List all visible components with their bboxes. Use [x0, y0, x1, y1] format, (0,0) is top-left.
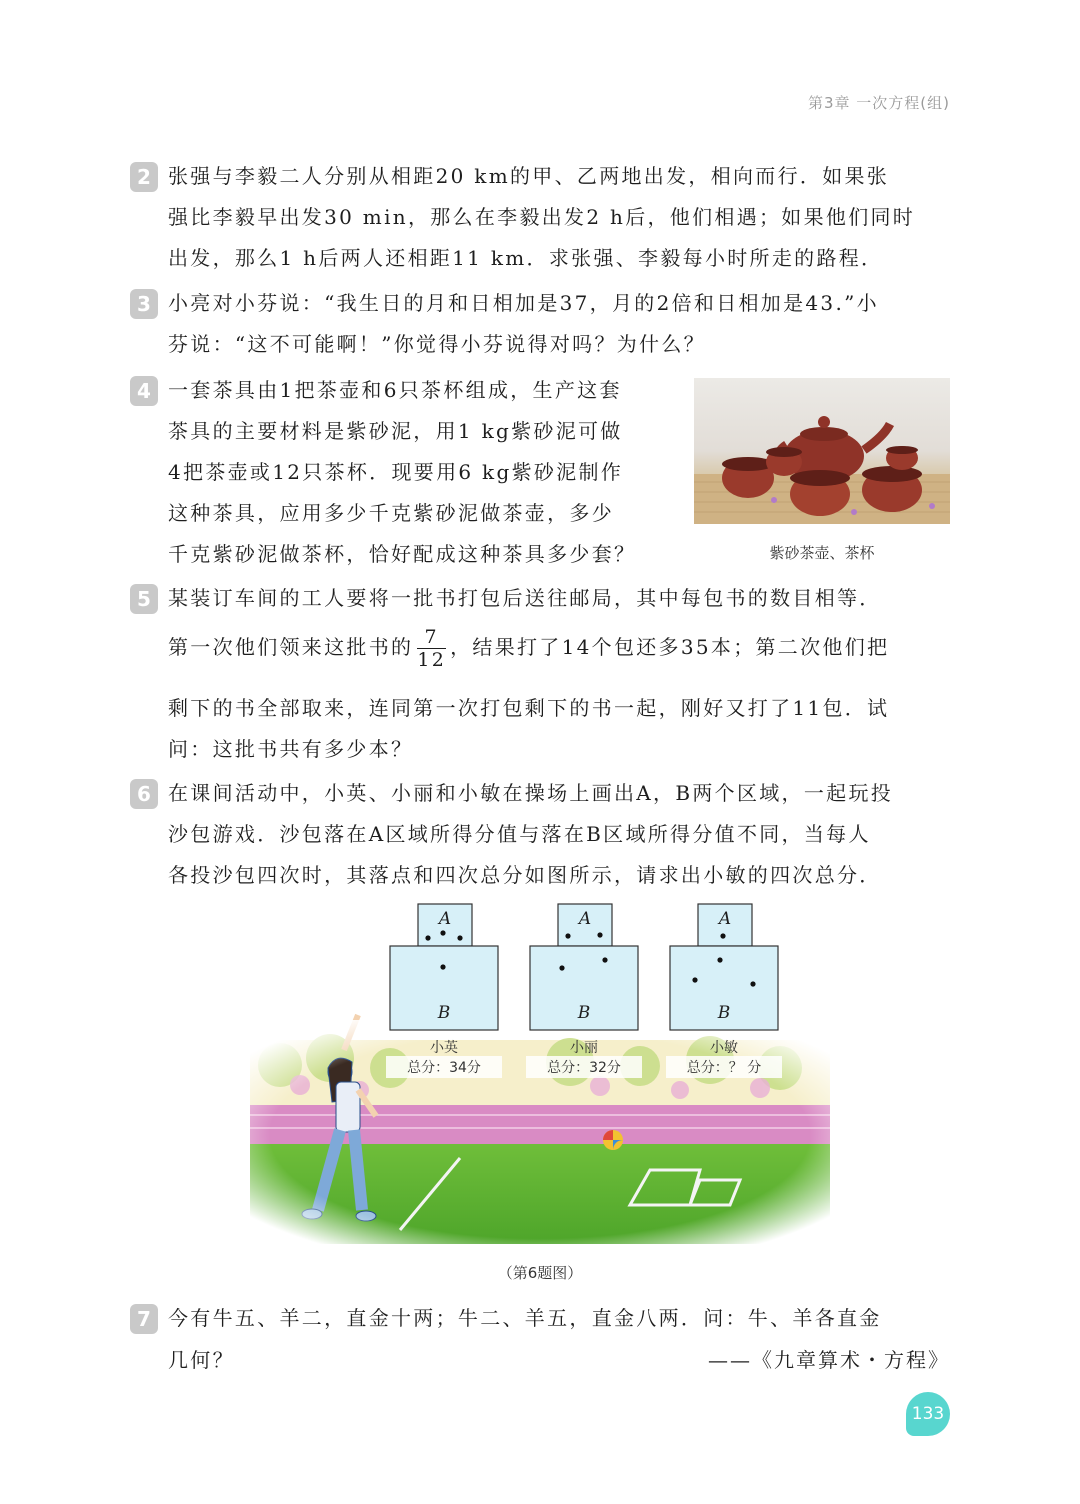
problem-number: 3	[130, 289, 158, 319]
landing-dot	[559, 965, 564, 970]
zone-a-label: A	[718, 909, 732, 929]
landing-dot	[440, 964, 445, 969]
figure-caption: （第6题图）	[497, 1264, 583, 1282]
zone-b-label: B	[577, 1003, 591, 1023]
landing-dot	[425, 935, 430, 940]
problem-number: 2	[130, 162, 158, 192]
player-name: 小敏	[710, 1040, 738, 1056]
problem-number: 7	[130, 1304, 158, 1334]
problem-text-line: 剩下的书全部取来，连同第一次打包剩下的书一起，刚好又打了11包．试	[168, 696, 890, 720]
problem-text-line-with-fraction	[168, 626, 889, 671]
zone-a-label: A	[438, 909, 452, 929]
zone-diagrams	[386, 904, 782, 1078]
fraction-numerator: 7	[417, 626, 446, 649]
text-prefix: 第一次他们领来这批书的	[168, 635, 414, 659]
problem-6-figure	[240, 900, 840, 1250]
landing-dot	[597, 932, 602, 937]
player-name: 小丽	[570, 1040, 598, 1056]
problem-text-line: 今有牛五、羊二，直金十两；牛二、羊五，直金八两．问：牛、羊各直金	[168, 1306, 882, 1330]
problem-text-line: 问：这批书共有多少本？	[168, 737, 414, 761]
text-suffix: 结果打了14个包还多35本；第二次他们把	[472, 635, 890, 659]
zone-a-label: A	[578, 909, 592, 929]
fraction-denominator: 12	[417, 649, 447, 671]
problem-text-line: 某装订车间的工人要将一批书打包后送往邮局，其中每包书的数目相等．	[168, 586, 882, 610]
problem-text-line: 千克紫砂泥做茶杯，恰好配成这种茶具多少套？	[168, 542, 637, 566]
landing-dot	[717, 957, 722, 962]
chapter-header: 第3章 一次方程(组)	[807, 94, 950, 112]
player-score: 总分：34分	[407, 1060, 481, 1076]
landing-dot	[440, 930, 445, 935]
landing-dot	[565, 933, 570, 938]
problem-text-line: 茶具的主要材料是紫砂泥，用1 kg紫砂泥可做	[168, 419, 623, 443]
landing-dot	[457, 935, 462, 940]
player-score: 总分：32分	[547, 1060, 621, 1076]
landing-dot	[750, 981, 755, 986]
problem-text-line: 在课间活动中，小英、小丽和小敏在操场上画出A，B两个区域，一起玩投	[168, 781, 894, 805]
problem-text-line: 沙包游戏．沙包落在A区域所得分值与落在B区域所得分值不同，当每人	[168, 822, 871, 846]
zone-b-label: B	[717, 1003, 731, 1023]
problem-text-line: 出发，那么1 h后两人还相距11 km．求张强、李毅每小时所走的路程．	[168, 246, 884, 270]
problem-text-line: 各投沙包四次时，其落点和四次总分如图所示，请求出小敏的四次总分．	[168, 863, 882, 887]
teaset-photo	[694, 378, 950, 524]
source-citation: ——《九章算术・方程》	[708, 1348, 950, 1372]
problem-text-line: 强比李毅早出发30 min，那么在李毅出发2 h后，他们相遇；如果他们同时	[168, 205, 916, 229]
player-score: 总分：？ 分	[686, 1060, 762, 1076]
zone-b-label: B	[437, 1003, 451, 1023]
problem-text-line: 4把茶壶或12只茶杯．现要用6 kg紫砂泥制作	[168, 460, 624, 484]
photo-caption: 紫砂茶壶、茶杯	[769, 544, 875, 562]
problem-text-line: 张强与李毅二人分别从相距20 km的甲、乙两地出发，相向而行．如果张	[168, 164, 890, 188]
problem-text-line: 芬说：“这不可能啊！”你觉得小芬说得对吗？为什么？	[168, 332, 706, 356]
text-suffix-comma: ，	[450, 635, 473, 659]
problem-text-line: 这种茶具，应用多少千克紫砂泥做茶壶，多少	[168, 501, 614, 525]
problem-number: 4	[130, 376, 158, 406]
page-number: 133	[906, 1392, 950, 1436]
problem-text-line: 一套茶具由1把茶壶和6只茶杯组成，生产这套	[168, 378, 622, 402]
problem-text-line: 小亮对小芬说：“我生日的月和日相加是37，月的2倍和日相加是43.”小	[168, 291, 879, 315]
landing-dot	[720, 933, 725, 938]
player-name: 小英	[430, 1040, 458, 1056]
problem-number: 6	[130, 779, 158, 809]
landing-dot	[602, 957, 607, 962]
fraction	[417, 626, 446, 671]
landing-dot	[692, 977, 697, 982]
problem-text-line: 几何？	[168, 1348, 235, 1372]
problem-number: 5	[130, 584, 158, 614]
